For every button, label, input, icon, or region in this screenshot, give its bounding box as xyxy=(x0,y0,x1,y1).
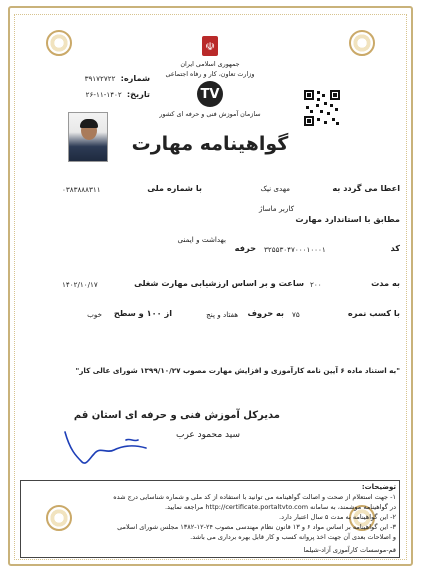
number-value: ۳۹۱۷۲۷۲۲ xyxy=(84,74,116,83)
note-line-4: ۳- این گواهینامه بر اساس مواد ۶ و ۱۳ قانون نظام مهندسی مصوب ۲۴-۱۲-۱۳۸۲ مجلس شورای اسلامی xyxy=(117,523,396,531)
score-label: با کسب نمره xyxy=(347,308,400,318)
national-id-label: با شماره ملی xyxy=(147,183,202,193)
trade-label: حرفه xyxy=(234,243,256,253)
certificate-title: گواهینامه مهارت xyxy=(131,133,289,155)
note-line-1: ۱- جهت استعلام از صحت و اصالت گواهینامه می توانید با استفاده از کد ملی و شماره شناسایی درج شده xyxy=(113,493,396,501)
national-id-value: ۰۳۸۳۸۸۸۳۱۱ xyxy=(62,185,101,194)
notes-heading: توضیحات: xyxy=(361,483,396,491)
trade-value: بهداشت و ایمنی xyxy=(177,235,226,244)
assessment-date: ۱۴۰۲/۱۰/۱۷ xyxy=(62,280,98,289)
level-value: خوب xyxy=(87,310,102,319)
signature-icon xyxy=(60,410,170,470)
standard-value: کاربر ماساژ xyxy=(258,204,294,213)
given-to-label: اعطا می گردد به xyxy=(332,183,400,193)
signatory-title: مدیرکل آموزش فنی و حرفه ای استان قم xyxy=(73,410,280,421)
date-row xyxy=(40,82,150,101)
org-name: سازمان آموزش فنی و حرفه ای کشور xyxy=(159,110,261,118)
code-value: ۳۲۵۵۳۰۴۷۰۰۰۱۰۰۰۱ xyxy=(264,245,326,254)
letters-label: به حروف xyxy=(247,308,284,318)
tvto-logo-icon: TV xyxy=(197,81,223,107)
given-to-value: مهدی نیک xyxy=(260,184,290,193)
duration-label: به مدت xyxy=(371,278,400,288)
note-line-5: و اصلاحات بعدی آن جهت اخذ پروانه کسب و کار قابل بهره برداری می باشد. xyxy=(190,533,396,541)
number-label: شماره: xyxy=(120,73,150,83)
notes-footer: قم-موسسات کارآموزی آزاد-شیلما xyxy=(303,546,396,554)
standard-label: مطابق با استاندارد مهارت xyxy=(295,214,400,224)
iran-emblem-icon: ☫ xyxy=(202,36,218,56)
ornament-top-right-icon xyxy=(349,30,375,56)
gov-line-1: جمهوری اسلامی ایران xyxy=(180,60,240,68)
gov-line-2: وزارت تعاون، کار و رفاه اجتماعی xyxy=(165,70,255,78)
legal-reference: "به استناد ماده ۶ آیین نامه کارآموزی و افزایش مهارت مصوب ۱۳۹۹/۱۰/۲۷ شورای عالی کار" xyxy=(75,366,400,375)
code-label: کد xyxy=(390,243,400,253)
qr-code-icon xyxy=(302,88,342,128)
signatory-name: سید محمود عرب xyxy=(175,430,240,440)
duration-value: ۲۰۰ xyxy=(310,280,322,289)
score-value: ۷۵ xyxy=(292,310,300,319)
out-of-label: از ۱۰۰ و سطح xyxy=(113,308,172,318)
note-line-2: در گواهینامه موشمند، به سامانه http://certificate.portaltvto.com مراجعه نمایید. xyxy=(164,503,396,511)
hours-label: ساعت و بر اساس ارزشیابی مهارت شغلی xyxy=(134,278,304,288)
ornament-top-left-icon xyxy=(46,30,72,56)
note-line-3: ۲- این گواهینامه به مدت ۵ سال اعتبار دارد. xyxy=(279,513,396,521)
date-value: ۱۴۰۲-۱۱-۲۶ xyxy=(85,90,122,99)
letters-value: هفتاد و پنج xyxy=(206,310,238,319)
date-label: تاریخ: xyxy=(126,89,150,99)
holder-photo xyxy=(68,112,108,162)
